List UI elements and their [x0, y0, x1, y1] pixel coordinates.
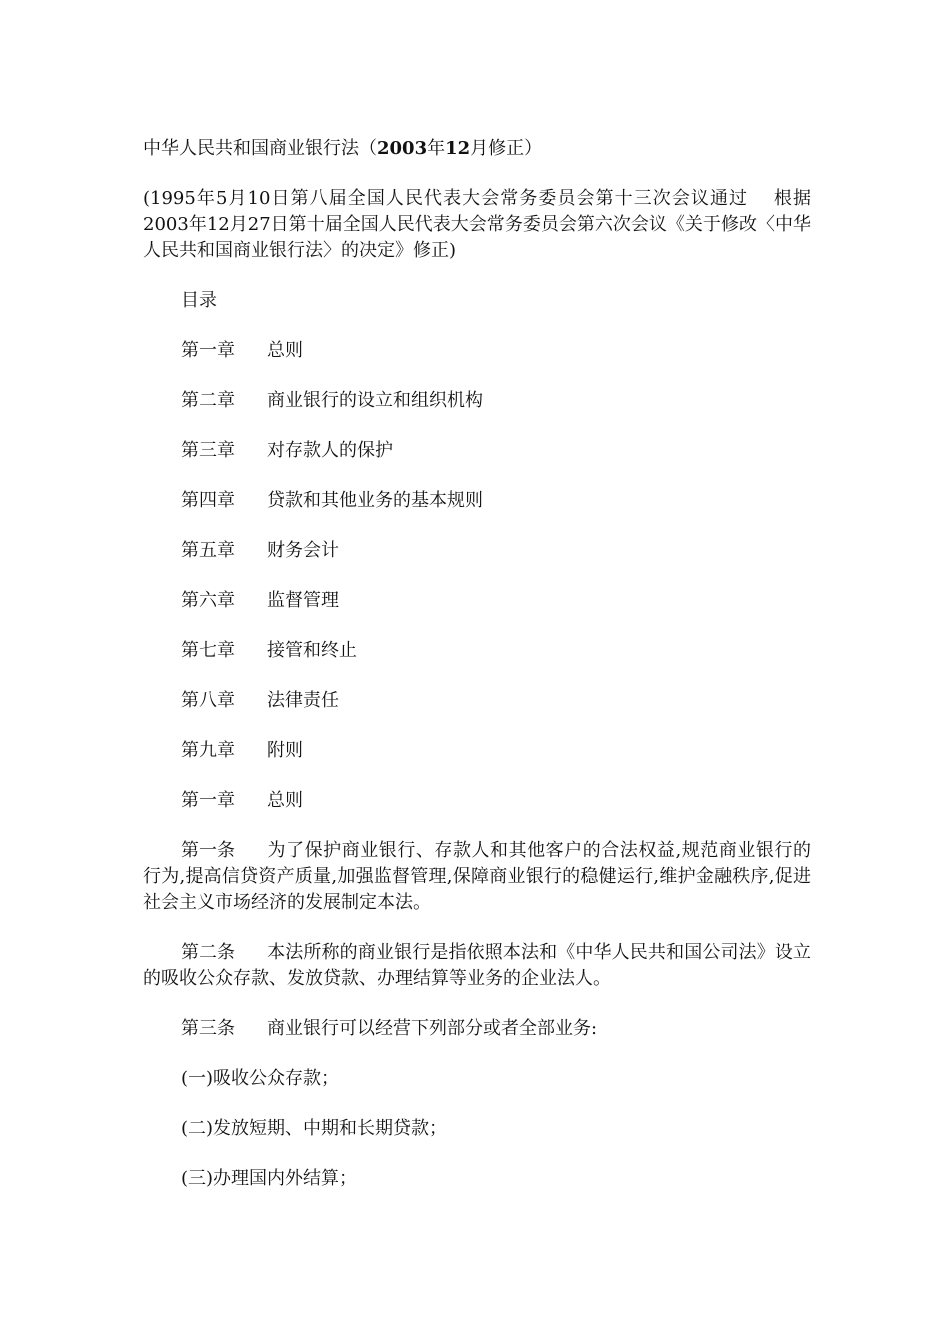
- toc-chapter-number: 第三章: [181, 440, 235, 461]
- chapter-heading: [143, 788, 811, 814]
- toc-chapter-number: 第四章: [181, 490, 235, 511]
- toc-item: [143, 338, 811, 364]
- article: [143, 940, 811, 992]
- toc-chapter-name: 监督管理: [267, 590, 339, 611]
- toc-item: [143, 388, 811, 414]
- article: [143, 1016, 811, 1042]
- toc-item: [143, 438, 811, 464]
- toc-chapter-number: 第二章: [181, 390, 235, 411]
- toc-chapter-name: 法律责任: [267, 690, 339, 711]
- toc-chapter-number: 第一章: [181, 340, 235, 361]
- article-label: 第二条: [181, 942, 235, 963]
- preamble: (1995年5月10日第八届全国人民代表大会常务委员会第十三次会议通过 根据2003年12月27日第十届全国人民代表大会常务委员会第六次会议《关于修改〈中华人民共和国商业银行法〉的决定》修正): [143, 188, 811, 261]
- article: [143, 838, 811, 916]
- toc-heading: 目录: [181, 290, 217, 311]
- list-item: (三)办理国内外结算；: [181, 1168, 358, 1189]
- toc-chapter-name: 商业银行的设立和组织机构: [267, 390, 483, 411]
- document-title: [143, 136, 811, 162]
- toc-chapter-number: 第八章: [181, 690, 235, 711]
- article-label: 第三条: [181, 1018, 235, 1039]
- title-month: 12: [445, 138, 471, 159]
- toc-chapter-name: 总则: [267, 340, 303, 361]
- article-text: 商业银行可以经营下列部分或者全部业务:: [267, 1018, 598, 1039]
- toc-chapter-name: 附则: [267, 740, 303, 761]
- article-text: 为了保护商业银行、存款人和其他客户的合法权益,规范商业银行的行为,提高信贷资产质量,加强监督管理,保障商业银行的稳健运行,维护金融秩序,促进社会主义市场经济的发展制定本法。: [143, 840, 811, 913]
- toc-chapter-number: 第五章: [181, 540, 235, 561]
- list-item: (二)发放短期、中期和长期贷款；: [181, 1118, 448, 1139]
- toc-chapter-name: 接管和终止: [267, 640, 357, 661]
- toc-chapter-name: 贷款和其他业务的基本规则: [267, 490, 483, 511]
- article-text: 本法所称的商业银行是指依照本法和《中华人民共和国公司法》设立的吸收公众存款、发放贷款、办理结算等业务的企业法人。: [143, 942, 811, 989]
- chapter-name: 总则: [267, 790, 303, 811]
- table-of-contents: [143, 338, 811, 764]
- toc-item: [143, 588, 811, 614]
- toc-item: [143, 538, 811, 564]
- toc-item: [143, 638, 811, 664]
- toc-chapter-number: 第七章: [181, 640, 235, 661]
- title-part1: 中华人民共和国商业银行法（: [143, 138, 377, 159]
- list-item: (一)吸收公众存款；: [181, 1068, 340, 1089]
- toc-item: [143, 488, 811, 514]
- toc-chapter-name: 对存款人的保护: [267, 440, 393, 461]
- title-part2: 年: [427, 138, 446, 159]
- article-label: 第一条: [181, 840, 235, 861]
- toc-item: [143, 688, 811, 714]
- document-content: [143, 136, 811, 1216]
- toc-item: [143, 738, 811, 764]
- chapter-number: 第一章: [181, 790, 235, 811]
- title-part3: 月修正）: [470, 138, 543, 159]
- toc-chapter-name: 财务会计: [267, 540, 339, 561]
- toc-chapter-number: 第六章: [181, 590, 235, 611]
- toc-chapter-number: 第九章: [181, 740, 235, 761]
- title-year: 2003: [377, 138, 428, 159]
